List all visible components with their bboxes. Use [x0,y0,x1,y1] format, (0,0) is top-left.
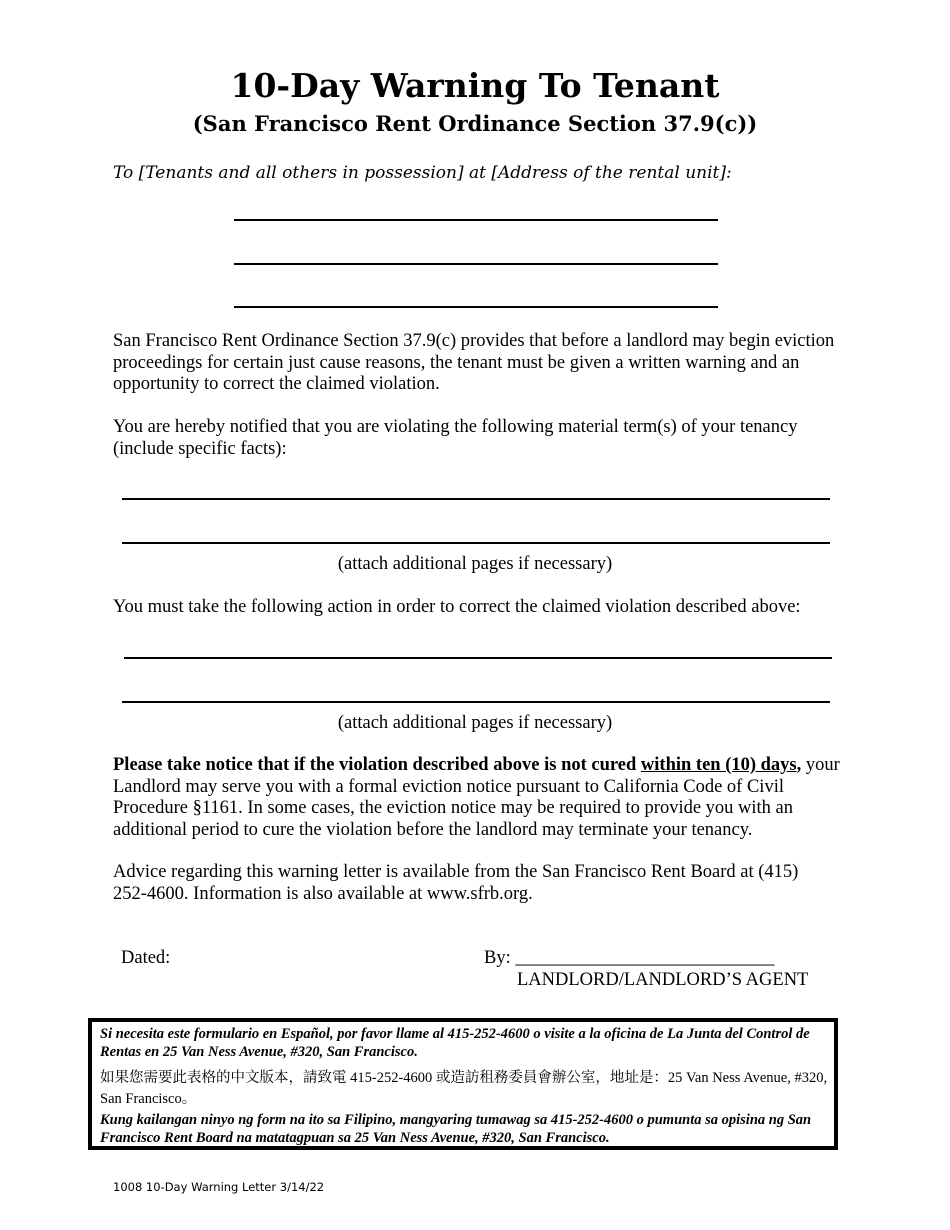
form-id-footer: 1008 10-Day Warning Letter 3/14/22 [113,1180,325,1194]
attach-note: (attach additional pages if necessary) [337,713,613,733]
filipino-notice: Kung kailangan ninyo ng form na ito sa Filipino, mangyaring tumawag sa 415-252-4600 o pumunta sa opisina ng San Francisco Rent Board na matatagpuan sa 25 Van Ness Avenue, #320, San Francisco. [100,1112,812,1146]
action-line-2[interactable] [122,701,830,703]
address-line-1[interactable] [234,219,718,221]
intro-paragraph: San Francisco Rent Ordinance Section 37.9(c) provides that before a landlord may begin eviction proceedings for certain just cause reasons, the tenant must be given a written warning and an opportunity to correct the claimed violation. [113,331,835,394]
address-line-2[interactable] [234,263,718,265]
action-line-1[interactable] [124,657,832,659]
cure-notice-bold: Please take notice that if the violation described above is not cured [113,755,641,775]
cure-notice-paragraph [113,755,843,841]
signature-line[interactable]: ____________________________ [515,948,775,968]
violation-line-1[interactable] [122,498,830,500]
advice-paragraph: Advice regarding this warning letter is available from the San Francisco Rent Board at (415) 252-4600. Information is also available at www.sfrb.org. [113,862,799,904]
spanish-notice: Si necesita este formulario en Español, por favor llame al 415-252-4600 o visite a la oficina de La Junta del Control de Rentas en 25 Van Ness Avenue, #320, San Francisco. [100,1026,810,1060]
addressee-prompt: To [Tenants and all others in possession] at [Address of the rental unit]: [113,163,732,183]
cure-notice-comma: , [796,755,802,775]
chinese-notice: 如果您需要此表格的中文版本，請致電 415-252-4600 或造訪租務委員會辦公室，地址是：25 Van Ness Avenue, #320, San Francisco。 [100,1070,828,1107]
address-line-3[interactable] [234,306,718,308]
agent-label: LANDLORD/LANDLORD’S AGENT [517,970,809,990]
cure-notice-text: your Landlord may serve you with a formal eviction notice pursuant to California Code of Civil Procedure §1161. In some cases, the eviction notice may be required to provide you with an additional period to cure the violation before the landlord may terminate your tenancy. [113,755,840,840]
by-label: By: [484,948,516,968]
action-prompt: You must take the following action in order to correct the claimed violation described above: [113,597,801,617]
violation-line-2[interactable] [122,542,830,544]
cure-deadline: within ten (10) days [640,755,797,775]
violation-prompt: You are hereby notified that you are violating the following material term(s) of your tenancy (include specific facts): [113,417,798,459]
dated-label: Dated: [121,948,171,968]
translation-box [88,1018,838,1150]
signature-field[interactable] [484,947,774,969]
page-subtitle: (San Francisco Rent Ordinance Section 37.9(c)) [192,111,758,136]
page-title: 10-Day Warning To Tenant [230,66,720,105]
attach-note: (attach additional pages if necessary) [337,554,613,574]
